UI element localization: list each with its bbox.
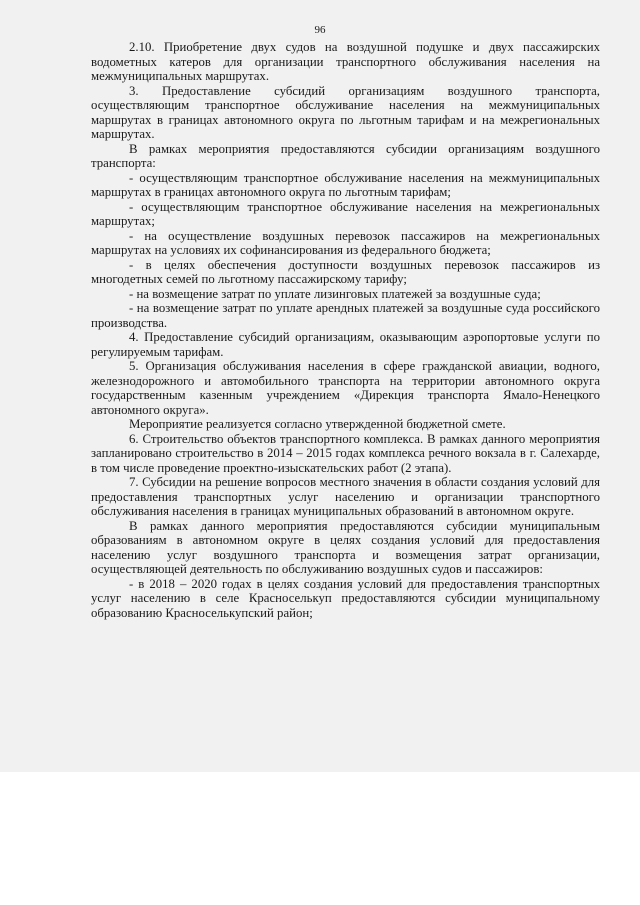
paragraph-5: 5. Организация обслуживания населения в сфере гражданской авиации, водного, железнодорожного и автомобильного транспорта на территории автономного округа государственным казенным учреждением «Дирекция транспорта Ямало-Ненецкого автономного округа». <box>91 359 600 417</box>
document-body <box>91 40 600 620</box>
paragraph-6: 6. Строительство объектов транспортного комплекса. В рамках данного мероприятия запланировано строительство в 2014 – 2015 годах комплекса речного вокзала в г. Салехарде, в том числе проведение проектно-изыскательских работ (2 этапа). <box>91 431 600 475</box>
list-item: - осуществляющим транспортное обслуживание населения на межмуниципальных маршрутах в границах автономного округа по льготным тарифам; <box>91 170 600 199</box>
paragraph-5-note: Мероприятие реализуется согласно утвержденной бюджетной смете. <box>129 417 506 431</box>
paragraph-7: 7. Субсидии на решение вопросов местного значения в области создания условий для предоставления транспортных услуг населению и организации транспортного обслуживания населения в границах муниципальных образований в автономном округе. <box>91 475 600 518</box>
list-item: - в целях обеспечения доступности воздушных перевозок пассажиров из многодетных семей по льготному пассажирскому тарифу; <box>91 257 600 286</box>
paragraph-7-intro: В рамках данного мероприятия предоставляются субсидии муниципальным образованиям в автономном округе в целях создания условий для предоставления населению услуг воздушного транспорта и возмещения затрат организации, осуществляющей деятельность по обслуживанию воздушных судов и пассажиров: <box>91 518 600 576</box>
list-item: - осуществляющим транспортное обслуживание населения на межрегиональных маршрутах; <box>91 199 600 228</box>
list-item: - на осуществление воздушных перевозок пассажиров на межрегиональных маршрутах на условиях их софинансирования из федерального бюджета; <box>91 228 600 257</box>
list-item: - в 2018 – 2020 годах в целях создания условий для предоставления транспортных услуг населению в селе Красноселькуп предоставляются субсидии муниципальному образованию Красноселькупский район; <box>91 576 600 620</box>
paragraph-3-intro: В рамках мероприятия предоставляются субсидии организациям воздушного транспорта: <box>91 141 600 170</box>
paragraph-2-10: 2.10. Приобретение двух судов на воздушной подушке и двух пассажирских водометных катеров для организации транспортного обслуживания населения на межмуниципальных маршрутах. <box>91 40 600 83</box>
page-number: 96 <box>314 24 326 36</box>
list-item: - на возмещение затрат по уплате арендных платежей за воздушные суда российского производства. <box>91 301 600 330</box>
paragraph-3: 3. Предоставление субсидий организациям воздушного транспорта, осуществляющим транспортное обслуживание населения на межмуниципальных маршрутах в границах автономного округа по льготным тарифам и на межрегиональных маршрутах. <box>91 83 600 141</box>
blank-margin <box>0 772 640 905</box>
list-item: - на возмещение затрат по уплате лизинговых платежей за воздушные суда; <box>129 286 541 301</box>
paragraph-4: 4. Предоставление субсидий организациям, оказывающим аэропортовые услуги по регулируемым тарифам. <box>91 330 600 359</box>
